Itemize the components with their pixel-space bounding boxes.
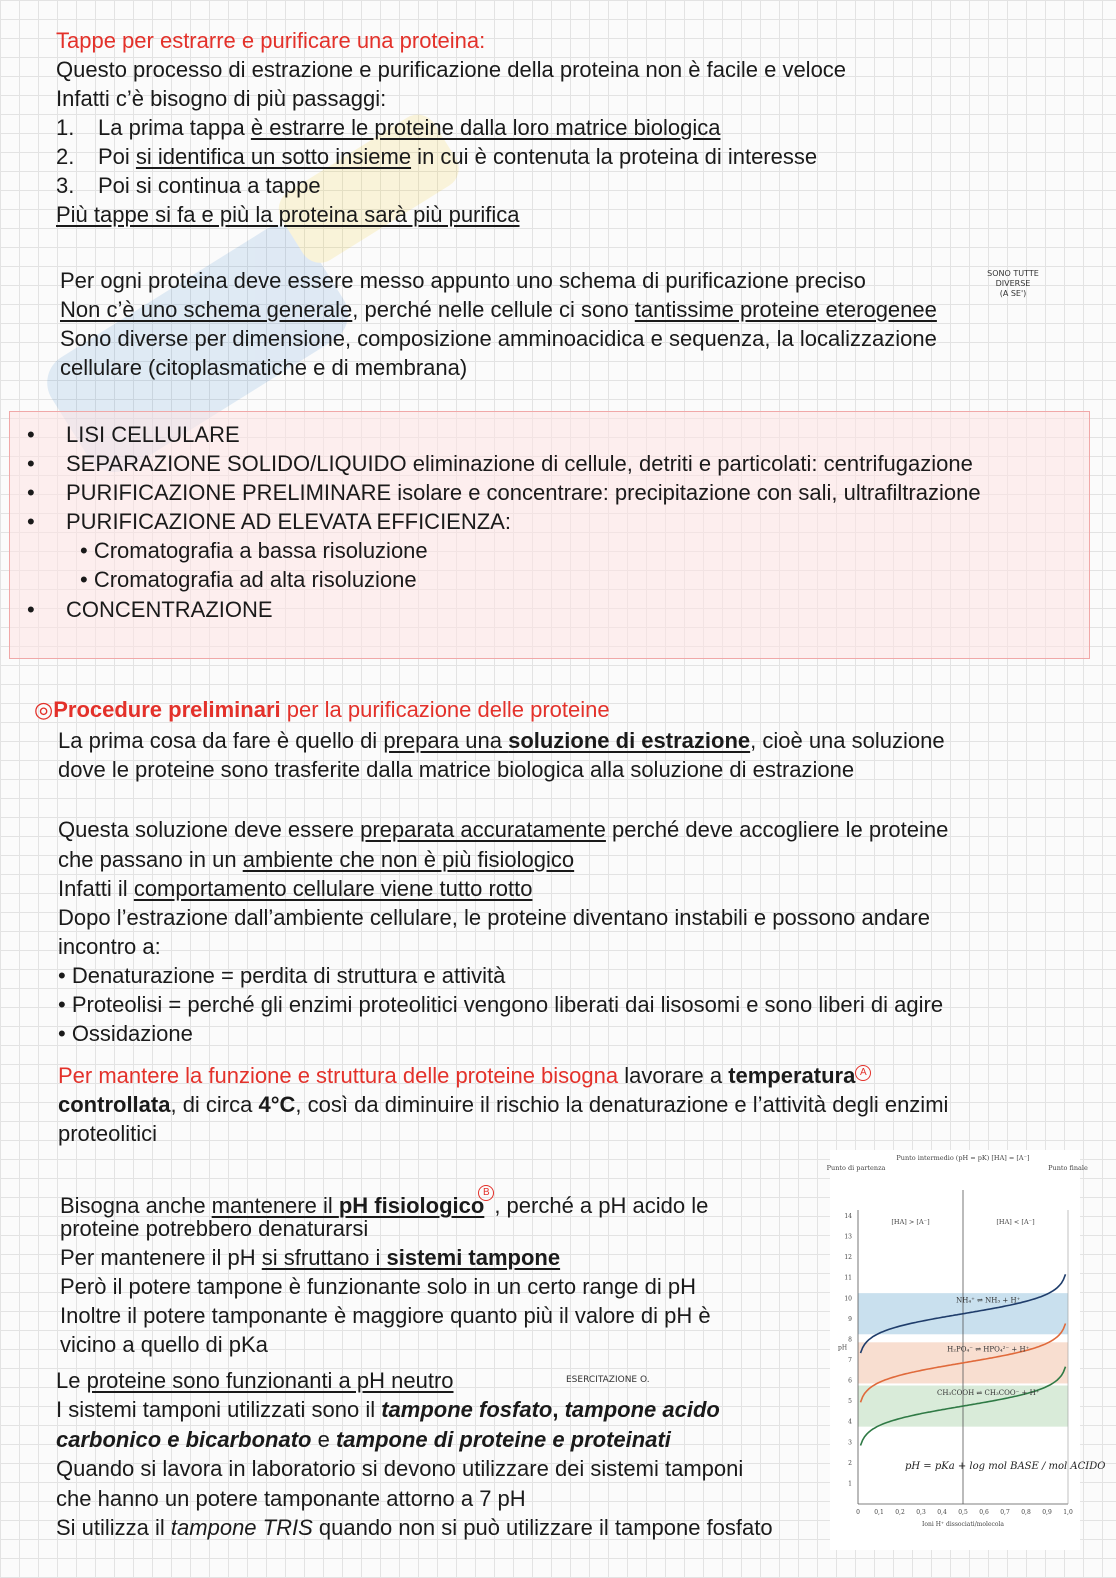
step-item: SEPARAZIONE SOLIDO/LIQUIDO eliminazione di cellule, detriti e particolati: centrifugazione [66, 451, 973, 476]
y-tick-label: 14 [844, 1213, 852, 1220]
ph-line: che hanno un potere tamponante attorno a 7 pH [56, 1486, 526, 1511]
handwritten-note: ESERCITAZIONE O. [566, 1375, 650, 1385]
ph-line: carbonico e bicarbonato e tampone di proteine e proteinati [56, 1427, 671, 1452]
step-number: 2. [56, 144, 75, 169]
bullet: • [27, 451, 35, 476]
schema-line: cellulare (citoplasmatiche e di membrana) [60, 355, 468, 380]
x-axis-label: Ioni H⁺ dissociati/molecola [922, 1521, 1004, 1528]
temp-line: controllata, di circa 4°C, così da diminuire il rischio la denaturazione e l’attività degli enzimi [58, 1092, 949, 1117]
x-tick-label: 0 [856, 1509, 860, 1516]
x-tick-label: 0,6 [979, 1509, 989, 1516]
y-tick-label: 3 [848, 1439, 852, 1447]
temp-line: proteolitici [58, 1121, 158, 1146]
step-text: in cui è contenuta la proteina di interesse [411, 144, 818, 169]
y-tick-label: 9 [848, 1315, 852, 1323]
x-tick-label: 0,2 [895, 1509, 905, 1516]
step-item: LISI CELLULARE [66, 422, 240, 447]
step-number: 3. [56, 173, 75, 198]
prelim-line: Questa soluzione deve essere preparata accuratamente perché deve accogliere le proteine [58, 817, 949, 842]
y-tick-label: 7 [848, 1357, 852, 1364]
step-subitem: • Cromatografia ad alta risoluzione [80, 567, 417, 592]
schema-line: Per ogni proteina deve essere messo appunto uno schema di purificazione preciso [60, 268, 866, 293]
step-text: Poi [98, 144, 136, 169]
x-tick-label: 0,7 [1000, 1509, 1010, 1516]
bullet: • [27, 597, 35, 622]
prelim-list-item: • Denaturazione = perdita di struttura e attività [58, 963, 506, 988]
schema-line: Sono diverse per dimensione, composizione amminoacidica e sequenza, la localizzazione [60, 326, 937, 351]
step-number: 1. [56, 115, 75, 140]
equilibrium-label: H₂PO₄⁻ ⇌ HPO₄²⁻ + H⁺ [947, 1345, 1030, 1354]
step-text-underlined: è estrarre le proteine dalla loro matrice biologica [250, 115, 721, 140]
step-subitem: • Cromatografia a bassa risoluzione [80, 538, 428, 563]
ph-line: Bisogna anche mantenere il pH fisiologicoB, perché a pH acido le [60, 1187, 709, 1218]
y-tick-label: 8 [848, 1336, 852, 1344]
region-label-left: [HA] > [A⁻] [891, 1218, 930, 1227]
prelim-line: La prima cosa da fare è quello di prepara una soluzione di estrazione, cioè una soluzione [58, 728, 945, 753]
intro-conclusion: Più tappe si fa e più la proteina sarà più purifica [56, 202, 520, 227]
bullet: • [27, 480, 35, 505]
start-point-label: Punto di partenza [826, 1164, 886, 1172]
intro-step-2 [56, 142, 818, 171]
y-tick-label: 12 [844, 1254, 852, 1262]
y-tick-label: 1 [848, 1480, 852, 1488]
ph-line: Le proteine sono funzionanti a pH neutro [56, 1368, 454, 1393]
equilibrium-label: NH₄⁺ ⇌ NH₃ + H⁺ [956, 1296, 1021, 1305]
intro-step-1 [56, 113, 721, 142]
intro-line: Questo processo di estrazione e purificazione della proteina non è facile e veloce [56, 57, 847, 82]
ph-line: I sistemi tamponi utilizzati sono il tampone fosfato, tampone acido [56, 1397, 720, 1422]
y-tick-label: 11 [844, 1274, 852, 1282]
annotation-marker: A [855, 1065, 871, 1081]
equilibrium-label: CH₃COOH ⇌ CH₃COO⁻ + H⁺ [936, 1388, 1040, 1397]
x-tick-label: 0,8 [1021, 1509, 1031, 1516]
prelim-line: dove le proteine sono trasferite dalla matrice biologica alla soluzione di estrazione [58, 757, 855, 782]
ph-line: Per mantenere il pH si sfruttano i sistemi tampone [60, 1245, 561, 1270]
region-label-right: [HA] < [A⁻] [996, 1218, 1035, 1227]
prelim-line: Infatti il comportamento cellulare viene tutto rotto [58, 876, 533, 901]
prelim-line: che passano in un ambiente che non è più fisiologico [58, 847, 575, 872]
step-item: PURIFICAZIONE AD ELEVATA EFFICIENZA: [66, 509, 511, 534]
x-tick-label: 0,5 [958, 1509, 968, 1516]
mid-point-label: Punto intermedio (pH = pK) [HA] = [A⁻] [896, 1154, 1030, 1162]
intro-title: Tappe per estrarre e purificare una proteina: [56, 28, 486, 53]
target-icon: ◎ [34, 697, 54, 722]
step-item: PURIFICAZIONE PRELIMINARE isolare e concentrare: precipitazione con sali, ultrafiltrazione [66, 480, 981, 505]
handwritten-note: SONO TUTTE DIVERSE (A SE') [987, 269, 1039, 298]
y-tick-label: 5 [848, 1398, 852, 1406]
intro-step-3 [56, 171, 321, 200]
x-tick-label: 1,0 [1063, 1509, 1073, 1516]
ph-line: vicino a quello di pKa [60, 1332, 268, 1357]
x-tick-label: 0,4 [937, 1509, 947, 1516]
x-tick-label: 0,1 [874, 1509, 884, 1516]
bullet: • [27, 509, 35, 534]
schema-line: Non c’è uno schema generale, perché nelle cellule ci sono tantissime proteine eterogenee [60, 297, 937, 322]
prelim-list-item: • Ossidazione [58, 1021, 193, 1046]
intro-line: Infatti c’è bisogno di più passaggi: [56, 86, 387, 111]
titration-chart [826, 1150, 1106, 1550]
ph-line: Però il potere tampone è funzionante solo in un certo range di pH [60, 1274, 696, 1299]
step-text-underlined: si identifica un sotto insieme [135, 144, 412, 169]
y-tick-label: 2 [848, 1459, 852, 1467]
ph-line: Quando si lavora in laboratorio si devono utilizzare dei sistemi tamponi [56, 1456, 744, 1481]
ph-line: Si utilizza il tampone TRIS quando non si può utilizzare il tampone fosfato [56, 1515, 773, 1540]
step-item: CONCENTRAZIONE [66, 597, 273, 622]
y-tick-label: 4 [848, 1418, 852, 1426]
step-text: La prima tappa [98, 115, 251, 140]
x-tick-label: 0,9 [1042, 1509, 1052, 1516]
bullet: • [27, 422, 35, 447]
annotation-marker: B [478, 1185, 494, 1201]
henderson-hasselbalch-formula: pH = pKa + log mol BASE / mol ACIDO [905, 1461, 1106, 1473]
ph-line: proteine potrebbero denaturarsi [60, 1216, 369, 1241]
end-point-label: Punto finale [1048, 1164, 1088, 1172]
x-tick-label: 0,3 [916, 1509, 926, 1516]
prelim-line: incontro a: [58, 934, 161, 959]
prelim-list-item: • Proteolisi = perché gli enzimi proteolitici vengono liberati dai lisosomi e sono liberi di agire [58, 992, 944, 1017]
temp-line: Per mantere la funzione e struttura delle proteine bisogna lavorare a temperatura A [58, 1061, 871, 1090]
y-axis-label: pH [838, 1344, 848, 1352]
prelim-heading: ◎Procedure preliminari per la purificazione delle proteine [34, 697, 610, 722]
ph-line: Inoltre il potere tamponante è maggiore quanto più il valore di pH è [60, 1303, 711, 1328]
step-text: Poi si continua a tappe [98, 173, 321, 198]
y-tick-label: 10 [844, 1295, 852, 1303]
y-tick-label: 6 [848, 1377, 852, 1385]
y-tick-label: 13 [844, 1233, 852, 1241]
prelim-line: Dopo l’estrazione dall’ambiente cellulare, le proteine diventano instabili e possono andare [58, 905, 930, 930]
